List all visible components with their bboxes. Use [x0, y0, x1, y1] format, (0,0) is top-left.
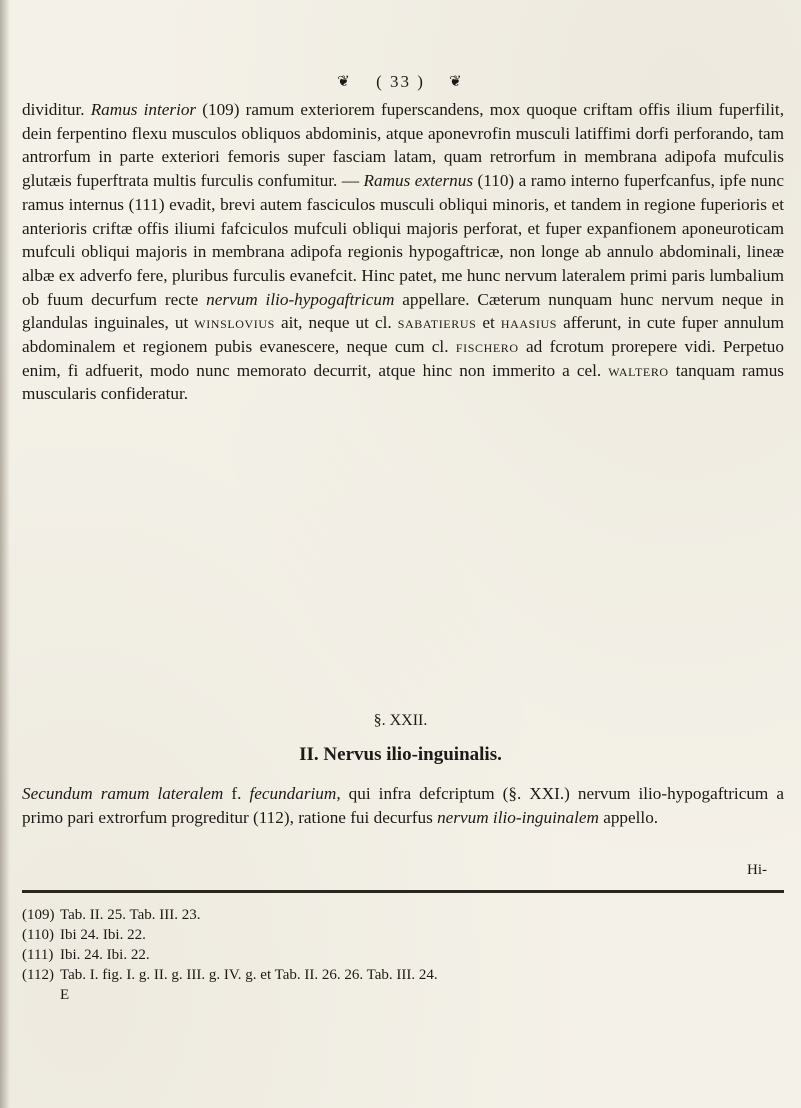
author-name: winslovius — [194, 313, 275, 333]
footnote-number: (112) — [22, 967, 54, 983]
footnote — [22, 945, 784, 965]
author-name: sabatierus — [397, 313, 477, 333]
second-text — [22, 782, 784, 829]
text-run: , qui infra defcriptum (§. XXI.) nervum ilio-hypogaftricum a primo pari extrorfum progreditur (112), ratione fui decurfus — [22, 784, 784, 827]
footnote-text: Ibi 24. Ibi. 22. — [60, 927, 146, 943]
footnotes — [22, 905, 784, 1005]
italic-text: nervum ilio-inguinalem — [437, 807, 599, 827]
catchword: Hi- — [747, 862, 767, 878]
text-run: f. — [223, 784, 250, 803]
footnote — [22, 905, 784, 925]
italic-text: Secundum ramum lateralem — [22, 784, 224, 803]
footnote-text: Tab. II. 25. Tab. III. 23. — [60, 907, 201, 923]
main-text — [22, 98, 784, 406]
text-run: et — [476, 313, 501, 333]
text-run: ad fcrotum prorepere vidi. Perpetuo enim, fi adfuerit, modo nunc memorato decurrit, atque hinc non immerito a cel. — [22, 337, 784, 380]
author-name: haasius — [500, 313, 558, 333]
italic-text: fecundarium — [249, 784, 337, 803]
footnote-rule — [22, 890, 784, 893]
footnote-number: (109) — [22, 907, 55, 923]
author-name: waltero — [608, 360, 669, 380]
text-run: ait, neque ut cl. — [274, 313, 398, 333]
author-name: fischero — [455, 337, 519, 357]
page-header — [0, 72, 801, 92]
text-run: appello. — [598, 807, 659, 827]
left-fleuron-icon: ❦ — [337, 74, 352, 90]
text-run: afferunt, in cute fuper annulum abdominalem et regionem pubis evanescere, neque cum cl. — [22, 313, 784, 357]
text-run: (110) a ramo interno fuperfcanfus, ipfe nunc ramus internus (111) evadit, brevi autem fasciculos musculi obliqui minoris, et tandem in regione fuperioris et anterioris criftæ offis iliumi fafciculos mufculi obliqui majoris perforat, et fuper expanfionem aponeuroticam mufculi obliqui majoris in membrana adipofa regionis hypogaftricæ, non longe ab annulo abdominali, lineæ albæ ex adverfo fere, pluribus furculis evanefcit. Hinc patet, me hunc nervum lateralem primi paris lumbalium ob fuum decurfum recte — [22, 171, 784, 309]
footnote-number: (111) — [22, 947, 54, 963]
paragraph-ilio-inguinalis — [22, 782, 784, 829]
text-run: tanquam ramus muscularis confideratur. — [22, 360, 784, 404]
signature-mark: E — [60, 987, 70, 1003]
footnote-number: (110) — [22, 927, 54, 943]
text-run: dividitur. — [22, 100, 91, 119]
italic-text: Ramus externus — [363, 171, 474, 191]
text-run: appellare. Cæterum nunquam hunc nervum neque in glandulas inguinales, ut — [22, 289, 785, 333]
paragraph-ramus — [22, 98, 784, 406]
page-number: ( 33 ) — [376, 72, 425, 91]
italic-text: nervum ilio-hypogaftricum — [206, 289, 395, 309]
text-run: (109) ramum exteriorem fuperscandens, mox quoque criftam offis ilium fuperfilit, dein ferpentino flexu musculos obliquos abdominis, atque aponevrofin musculi latiffimi dorfi perforando, tam antrorfum in parte exteriori femoris super fasciam latam, quam retrorfum in membrana adipofa mufculis glutæis fuperftrata multis furculis confumitur. — — [22, 100, 784, 191]
footnote-text: Tab. I. fig. I. g. II. g. III. g. IV. g. et Tab. II. 26. 26. Tab. III. 24. — [60, 967, 438, 983]
section-title: II. Nervus ilio-inguinalis. — [299, 744, 502, 765]
footnote — [22, 925, 784, 945]
right-fleuron-icon: ❦ — [449, 74, 464, 90]
footnote — [22, 965, 784, 985]
footnote-text: Ibi. 24. Ibi. 22. — [60, 947, 150, 963]
section-number: §. XXII. — [373, 712, 428, 729]
spine-shadow — [0, 0, 10, 1108]
italic-text: Ramus interior — [90, 100, 197, 119]
